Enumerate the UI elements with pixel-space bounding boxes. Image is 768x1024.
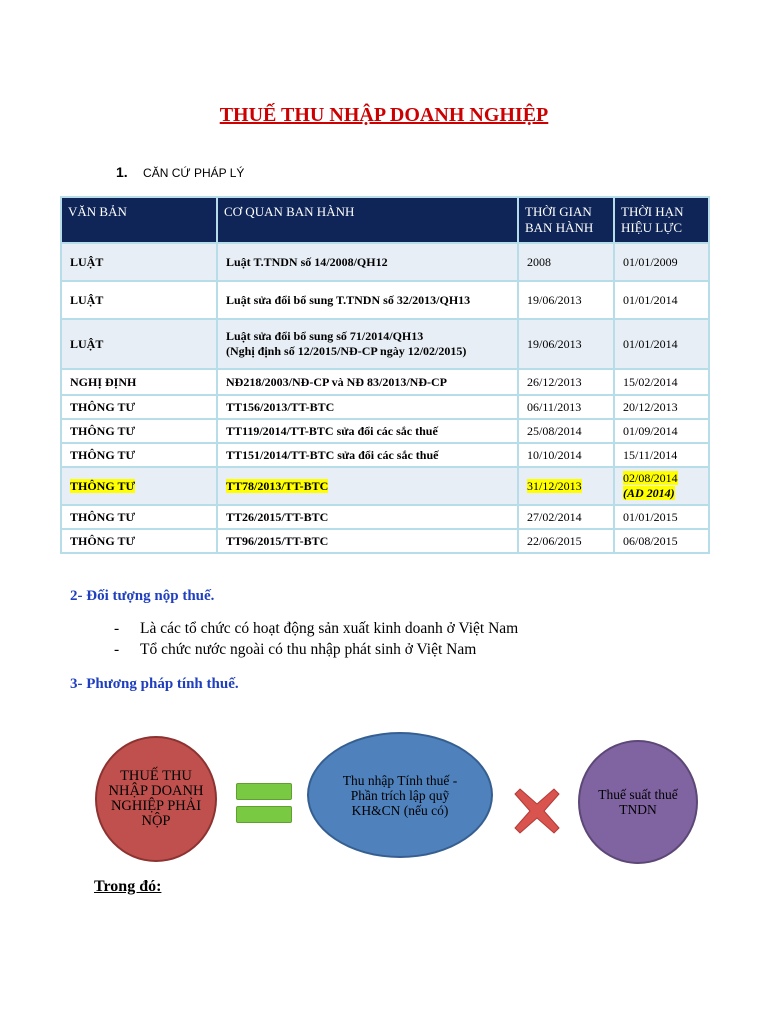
dash-bullet: - (114, 641, 120, 658)
cell-agency: TT96/2015/TT-BTC (217, 529, 518, 553)
formula-result-oval (95, 736, 217, 862)
highlight-type: THÔNG TƯ (70, 478, 136, 493)
highlight-agency: TT78/2013/TT-BTC (226, 478, 329, 493)
header-agency: CƠ QUAN BAN HÀNH (217, 197, 518, 243)
table-row (61, 369, 709, 395)
cell-effective: 01/01/2009 (614, 243, 709, 281)
legal-basis-table (60, 196, 710, 554)
highlight-issued: 31/12/2013 (527, 478, 582, 493)
cell-effective: 01/09/2014 (614, 419, 709, 443)
table-row (61, 529, 709, 553)
cell-agency: TT151/2014/TT-BTC sửa đổi các sắc thuế (217, 443, 518, 467)
section-label: CĂN CỨ PHÁP LÝ (143, 166, 245, 180)
table-row (61, 443, 709, 467)
cell-effective: 01/01/2015 (614, 505, 709, 529)
cell-issued: 19/06/2013 (518, 281, 614, 319)
cell-issued: 25/08/2014 (518, 419, 614, 443)
cell-agency: TT26/2015/TT-BTC (217, 505, 518, 529)
cell-type: LUẬT (61, 281, 217, 319)
list-item (114, 620, 518, 641)
cell-issued: 06/11/2013 (518, 395, 614, 419)
cell-agency: TT156/2013/TT-BTC (217, 395, 518, 419)
header-issued: THỜI GIAN BAN HÀNH (518, 197, 614, 243)
cell-issued: 22/06/2015 (518, 529, 614, 553)
cell-effective: 06/08/2015 (614, 529, 709, 553)
cell-effective: 01/01/2014 (614, 281, 709, 319)
dash-bullet: - (114, 620, 120, 637)
cell-agency: Luật sửa đổi bổ sung T.TNDN số 32/2013/QH13 (217, 281, 518, 319)
highlight-effective-note: (AD 2014) (623, 486, 675, 500)
formula-rate-oval (578, 740, 698, 864)
cell-type: THÔNG TƯ (61, 395, 217, 419)
formula-income-oval (307, 732, 493, 858)
table-row (61, 281, 709, 319)
cell-type: NGHỊ ĐỊNH (61, 369, 217, 395)
cell-agency-line1: Luật sửa đổi bổ sung số 71/2014/QH13 (226, 329, 424, 343)
table-row (61, 243, 709, 281)
taxpayer-list (114, 620, 518, 662)
table-row (61, 395, 709, 419)
section2-heading: 2- Đối tượng nộp thuế. (70, 588, 215, 604)
cell-effective: 15/02/2014 (614, 369, 709, 395)
table-header-row (61, 197, 709, 243)
cell-issued (518, 467, 614, 505)
header-document: VĂN BẢN (61, 197, 217, 243)
table-row (61, 419, 709, 443)
cell-effective: 15/11/2014 (614, 443, 709, 467)
cell-type: THÔNG TƯ (61, 419, 217, 443)
cell-agency (217, 319, 518, 369)
cell-agency (217, 467, 518, 505)
header-effective: THỜI HẠN HIỆU LỰC (614, 197, 709, 243)
cell-agency-line2: (Nghị định số 12/2015/NĐ-CP ngày 12/02/2015) (226, 344, 467, 358)
trong-do-label: Trong đó: (94, 878, 162, 895)
cell-type: THÔNG TƯ (61, 529, 217, 553)
table-row (61, 505, 709, 529)
cell-agency: NĐ218/2003/NĐ-CP và NĐ 83/2013/NĐ-CP (217, 369, 518, 395)
table-row (61, 319, 709, 369)
cell-effective: 01/01/2014 (614, 319, 709, 369)
formula-rate-label: Thuế suất thuế TNDN (598, 787, 678, 817)
list-item-text: Tổ chức nước ngoài có thu nhập phát sinh ở Việt Nam (140, 641, 477, 658)
formula-result-label: THUẾ THU NHẬP DOANH NGHIỆP PHẢI NỘP (108, 768, 204, 829)
section-number: 1. (116, 164, 128, 180)
multiply-icon (512, 786, 562, 836)
section-legal-basis (116, 164, 244, 180)
list-item-text: Là các tổ chức có hoạt động sản xuất kinh doanh ở Việt Nam (140, 620, 519, 637)
cell-effective: 20/12/2013 (614, 395, 709, 419)
table-row-highlighted (61, 467, 709, 505)
cell-issued: 26/12/2013 (518, 369, 614, 395)
cell-agency: TT119/2014/TT-BTC sửa đổi các sắc thuế (217, 419, 518, 443)
formula-income-label: Thu nhập Tính thuế - Phần trích lập quỹ KH&CN (nếu có) (342, 772, 458, 818)
highlight-effective: 02/08/2014 (623, 471, 678, 485)
cell-issued: 27/02/2014 (518, 505, 614, 529)
list-item (114, 641, 518, 662)
cell-issued: 19/06/2013 (518, 319, 614, 369)
cell-issued: 2008 (518, 243, 614, 281)
cell-type: THÔNG TƯ (61, 443, 217, 467)
cell-type: THÔNG TƯ (61, 505, 217, 529)
cell-type: LUẬT (61, 243, 217, 281)
cell-issued: 10/10/2014 (518, 443, 614, 467)
cell-agency: Luật T.TNDN số 14/2008/QH12 (217, 243, 518, 281)
cell-effective (614, 467, 709, 505)
page-title: THUẾ THU NHẬP DOANH NGHIỆP (219, 104, 549, 126)
section3-heading: 3- Phương pháp tính thuế. (70, 676, 239, 692)
cell-type: LUẬT (61, 319, 217, 369)
cell-type (61, 467, 217, 505)
